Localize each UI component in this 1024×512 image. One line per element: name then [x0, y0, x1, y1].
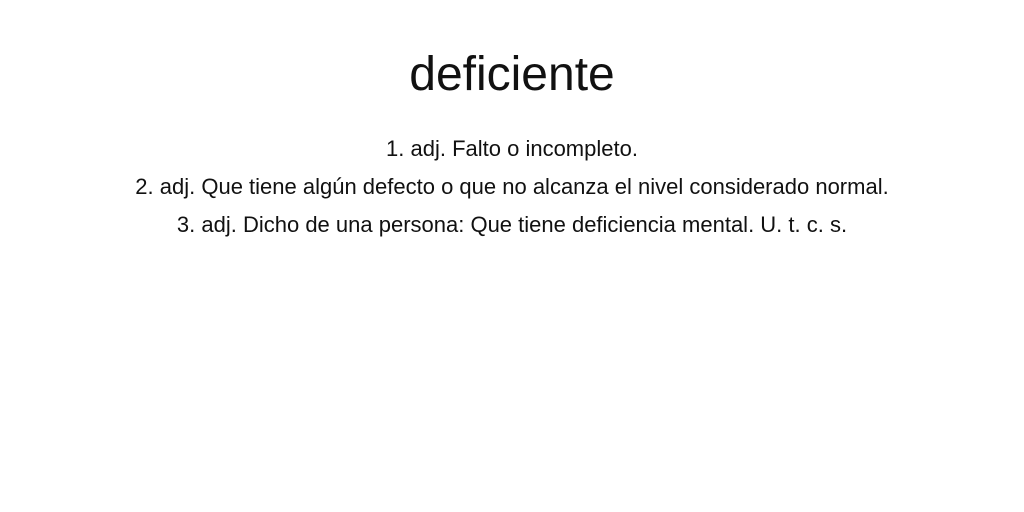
definition-list [0, 130, 1024, 244]
definition-1: 1. adj. Falto o incompleto. [386, 136, 638, 161]
definition-3: 3. adj. Dicho de una persona: Que tiene deficiencia mental. U. t. c. s. [176, 212, 848, 237]
headword: deficiente [409, 48, 615, 101]
definition-2: 2. adj. Que tiene algún defecto o que no alcanza el nivel considerado normal. [135, 174, 889, 199]
